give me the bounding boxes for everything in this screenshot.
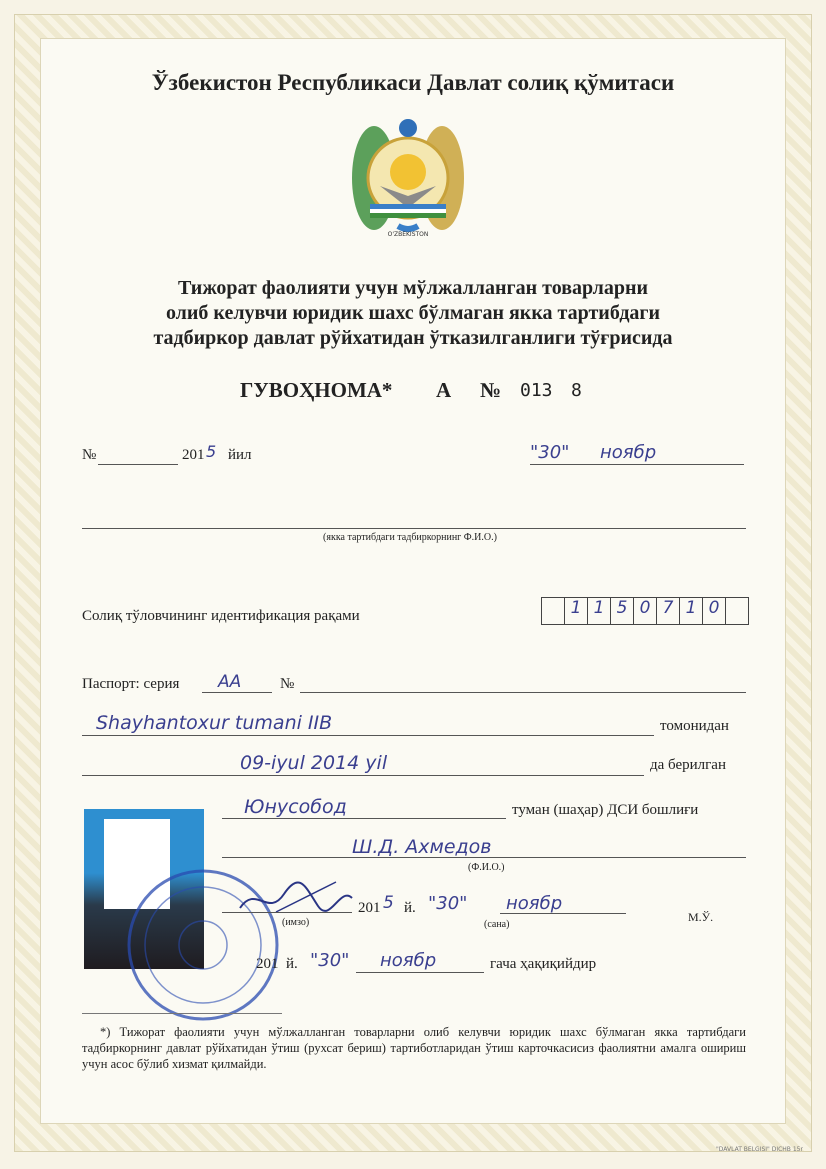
passport-series-label: Паспорт: серия xyxy=(82,676,180,692)
validity-date-line xyxy=(356,972,484,973)
entrepreneur-name-caption: (якка тартибдаги тадбиркорнинг Ф.И.О.) xyxy=(323,532,497,543)
passport-issuer-line xyxy=(82,735,654,736)
reg-year-prefix: 201 xyxy=(182,447,205,463)
certificate-num-sign: № xyxy=(480,378,502,402)
tax-id-digit: 1 xyxy=(565,598,588,624)
official-name-line xyxy=(222,857,746,858)
official-date-day: "30" xyxy=(428,893,468,914)
document-title xyxy=(40,276,786,351)
validity-year-label: й. xyxy=(286,956,298,972)
validity-date-month: ноябр xyxy=(380,950,437,971)
state-emblem-icon xyxy=(340,108,476,240)
official-date-month: ноябр xyxy=(506,893,563,914)
reg-year-label: йил xyxy=(228,447,252,463)
footnote-rule xyxy=(82,1013,282,1014)
tax-id-digit: 1 xyxy=(680,598,703,624)
validity-suffix: гача ҳақиқийдир xyxy=(490,956,597,972)
tax-id-boxes xyxy=(541,597,749,625)
validity-date-day: "30" xyxy=(310,950,350,971)
passport-issue-suffix: да берилган xyxy=(650,757,726,773)
certificate-number-a: 013 xyxy=(520,380,553,401)
reg-date-month: ноябр xyxy=(600,442,657,463)
reg-num-label: № xyxy=(82,447,97,463)
title-line-1: Тижорат фаолияти учун мўлжалланган товарларни xyxy=(177,277,649,299)
passport-series-line xyxy=(202,692,272,693)
reg-date-line xyxy=(530,464,744,465)
passport-num-label: № xyxy=(280,676,295,692)
official-district-suffix: туман (шаҳар) ДСИ бошлиғи xyxy=(512,802,699,818)
official-year-prefix: 201 xyxy=(358,900,381,916)
issuing-authority: Ўзбекистон Республикаси Давлат солиқ қўмитаси xyxy=(151,70,675,95)
official-name: Ш.Д. Ахмедов xyxy=(352,836,492,858)
tax-id-digit: 7 xyxy=(657,598,680,624)
emblem-caption: O'ZBEKISTON xyxy=(387,231,429,238)
official-date-line xyxy=(500,913,626,914)
official-name-caption: (Ф.И.О.) xyxy=(468,862,505,873)
title-line-2: олиб келувчи юридик шахс бўлмаган якка тартибдаги xyxy=(165,302,661,324)
signature-icon xyxy=(236,878,356,922)
reg-num-line xyxy=(98,464,178,465)
tax-id-digit: 0 xyxy=(703,598,726,624)
passport-issue-line xyxy=(82,775,644,776)
validity-year-prefix: 201 xyxy=(256,956,279,972)
footnote: *) Тижорат фаолияти учун мўлжалланган товарларни олиб келувчи юридик шахс бўлмаган якка тартибдаги тадбиркорнинг давлат рўйхатидан ўтиш (рухсат бериш) тартиботларидан ўтиш карточкасисиз фаолиятни амалга ошириш учун асос бўлиб хизмат қилмайди. xyxy=(82,1025,746,1071)
official-year-digit: 5 xyxy=(383,893,394,913)
official-year-label: й. xyxy=(404,900,416,916)
official-sign-caption: (имзо) xyxy=(282,917,310,928)
certificate-number-b: 8 xyxy=(571,380,582,401)
official-district: Юнусобод xyxy=(244,796,347,818)
seal-place-mark: М.Ў. xyxy=(688,910,714,924)
tax-id-digit xyxy=(542,598,565,624)
tax-id-digit xyxy=(726,598,748,624)
reg-date-day: "30" xyxy=(530,442,570,463)
certificate-word: ГУВОҲНОМА* xyxy=(240,378,393,402)
title-line-3: тадбиркор давлат рўйхатидан ўтказилганлиги тўғрисида xyxy=(153,327,673,349)
passport-series-value: АА xyxy=(218,672,242,692)
tax-id-digit: 5 xyxy=(611,598,634,624)
official-district-line xyxy=(222,818,506,819)
official-date-caption: (сана) xyxy=(484,919,510,930)
certificate-series: А xyxy=(436,378,452,402)
tax-id-label: Солиқ тўловчининг идентификация рақами xyxy=(82,608,360,624)
passport-issue-date: 09-iyul 2014 yil xyxy=(240,752,388,774)
printer-mark: "DAVLAT BELGISI" DICHB 15r xyxy=(716,1146,803,1153)
official-sign-line xyxy=(222,912,352,913)
passport-issuer: Shayhantoxur tumani IIB xyxy=(96,712,333,734)
tax-id-digit: 1 xyxy=(588,598,611,624)
passport-issuer-suffix: томонидан xyxy=(660,718,729,734)
entrepreneur-name-line xyxy=(82,528,746,529)
passport-num-line xyxy=(300,692,746,693)
reg-year-digit: 5 xyxy=(206,442,217,461)
tax-id-digit: 0 xyxy=(634,598,657,624)
